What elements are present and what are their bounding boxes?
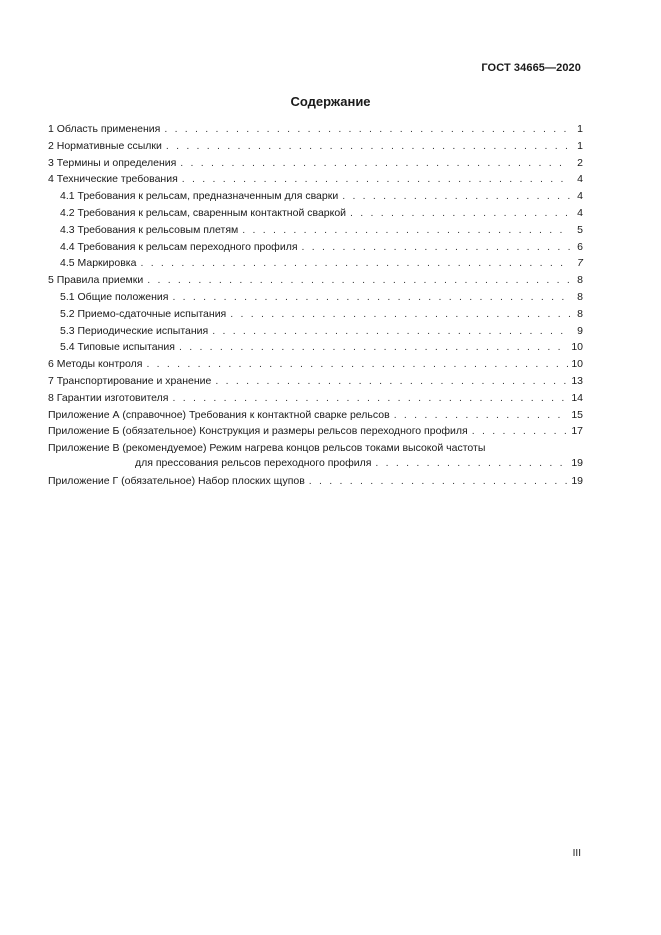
toc-entry-page: 7 [577,257,583,270]
toc-entry-5-2[interactable] [48,306,583,323]
toc-dot-leader [230,306,570,323]
toc-entry-page: 6 [577,240,583,253]
toc-entry-5-1[interactable] [48,289,583,306]
toc-entry-page: 4 [577,206,583,219]
toc-dot-leader [179,339,568,356]
toc-entry-5-4[interactable] [48,339,583,356]
toc-dot-leader [215,373,568,390]
toc-dot-leader [146,356,568,373]
toc-dot-leader [309,473,569,490]
toc-entry-title-line1: Приложение В (рекомендуемое) Режим нагрева концов рельсов токами высокой частоты [48,442,486,455]
toc-entry-appendix-a[interactable] [48,407,583,424]
toc-dot-leader [342,188,570,205]
toc-entry-title: Приложение А (справочное) Требования к контактной сварке рельсов [48,408,390,421]
toc-entry-appendix-v[interactable] [48,440,583,470]
toc-entry-5-3[interactable] [48,323,583,340]
toc-entry-page: 10 [571,358,583,371]
toc-entry-8[interactable] [48,390,583,407]
toc-entry-appendix-b[interactable] [48,423,583,440]
document-code: ГОСТ 34665—2020 [481,62,581,74]
toc-entry-2[interactable] [48,138,583,155]
toc-dot-leader [472,423,569,440]
toc-entry-title: 3 Термины и определения [48,156,177,169]
toc-entry-4-3[interactable] [48,222,583,239]
toc-entry-4[interactable] [48,171,583,188]
toc-entry-5[interactable] [48,272,583,289]
toc-entry-page: 4 [577,190,583,203]
toc-dot-leader [166,138,570,155]
toc-entry-title: 1 Область применения [48,123,161,135]
toc-entry-title: 5 Правила приемки [48,274,144,287]
toc-dot-leader [140,255,570,272]
toc-entry-title: Приложение Г (обязательное) Набор плоских щупов [48,475,305,488]
toc-entry-title: 2 Нормативные ссылки [48,139,162,152]
toc-entry-title: 4.4 Требования к рельсам переходного профиля [60,240,298,253]
page-title: Содержание [290,94,371,109]
page-number: III [572,848,581,859]
toc-dot-leader [180,155,570,172]
toc-entry-7[interactable] [48,373,583,390]
toc-dot-leader [147,272,570,289]
toc-entry-page: 19 [571,457,583,470]
toc-entry-page: 14 [571,391,583,404]
toc-entry-4-2[interactable] [48,205,583,222]
toc-entry-title: 8 Гарантии изготовителя [48,391,169,404]
toc-entry-title: 5.3 Периодические испытания [60,324,209,337]
toc-entry-title: 7 Транспортирование и хранение [48,374,212,387]
toc-dot-leader [394,407,569,424]
toc-dot-leader [302,239,570,256]
toc-entry-title: 5.2 Приемо-сдаточные испытания [60,307,227,320]
toc-entry-page: 10 [571,341,583,354]
toc-entry-title: 4.5 Маркировка [60,257,137,270]
toc-entry-page: 17 [571,425,583,438]
toc-entry-page: 2 [577,156,583,169]
toc-dot-leader [242,222,570,239]
toc-dot-leader [164,121,570,138]
toc-entry-page: 19 [571,475,583,488]
toc-dot-leader [375,456,568,470]
toc-entry-4-1[interactable] [48,188,583,205]
toc-entry-title: 5.4 Типовые испытания [60,341,175,354]
toc-entry-page: 1 [577,139,583,152]
toc-entry-4-4[interactable] [48,239,583,256]
toc-entry-title: 4.3 Требования к рельсовым плетям [60,223,239,236]
toc-entry-page: 8 [577,307,583,320]
toc-entry-title: 4.2 Требования к рельсам, сваренным контактной сваркой [60,206,347,219]
toc-entry-second-line [48,456,583,470]
toc-entry-page: 4 [577,173,583,186]
toc-entry-page: 8 [577,290,583,303]
toc-dot-leader [172,289,570,306]
toc-dot-leader [212,323,570,340]
toc-entry-appendix-g[interactable] [48,473,583,490]
toc-entry-6[interactable] [48,356,583,373]
toc-entry-title: 5.1 Общие положения [60,290,169,303]
toc-entry-page: 15 [571,408,583,421]
toc-entry-title: 4 Технические требования [48,173,178,186]
toc-entry-3[interactable] [48,155,583,172]
toc-entry-page: 5 [577,223,583,236]
toc-entry-page: 13 [571,374,583,387]
toc-entry-1[interactable] [48,121,583,138]
toc-entry-title: 4.1 Требования к рельсам, предназначенным для сварки [60,190,339,203]
toc-entry-title: Приложение Б (обязательное) Конструкция и размеры рельсов переходного профиля [48,425,468,438]
table-of-contents [48,121,583,490]
toc-entry-page: 9 [577,324,583,337]
toc-entry-page: 8 [577,274,583,287]
toc-dot-leader [350,205,570,222]
toc-dot-leader [182,171,570,188]
toc-entry-title: 6 Методы контроля [48,358,143,371]
toc-entry-title-line2: для прессования рельсов переходного профиля [135,457,372,470]
toc-dot-leader [172,390,568,407]
toc-entry-page: 1 [577,123,583,135]
toc-entry-4-5[interactable] [48,255,583,272]
